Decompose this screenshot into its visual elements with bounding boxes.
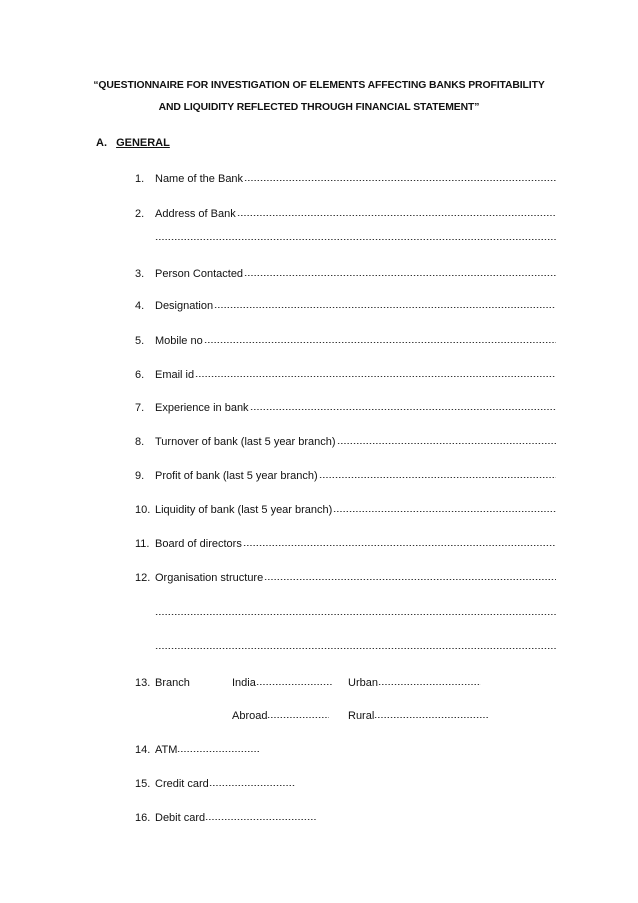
section-letter: A. <box>96 137 107 149</box>
branch-rural-label: Rural <box>348 710 375 722</box>
answer-line[interactable] <box>267 710 329 719</box>
item-label: Address of Bank <box>155 208 236 220</box>
field-credit-card[interactable] <box>135 774 295 790</box>
item-number: 11. <box>135 538 150 550</box>
field-address-continuation[interactable] <box>155 228 556 244</box>
field-liquidity-of-bank[interactable] <box>135 500 556 516</box>
field-branch-india[interactable] <box>232 673 332 689</box>
field-profit-of-bank[interactable] <box>135 466 556 482</box>
branch-abroad-label: Abroad <box>232 710 268 722</box>
item-number: 13. <box>135 677 151 689</box>
answer-line[interactable] <box>209 778 295 787</box>
field-person-contacted[interactable] <box>135 264 556 280</box>
item-label: Experience in bank <box>155 402 249 414</box>
questionnaire-title-line-1: “QUESTIONNAIRE FOR INVESTIGATION OF ELEMENTS AFFECTING BANKS PROFITABILITY <box>93 80 545 91</box>
item-number: 2. <box>135 208 145 220</box>
answer-line[interactable] <box>204 335 556 344</box>
field-email-id[interactable] <box>135 365 556 381</box>
item-label: Email id <box>155 369 195 381</box>
item-label: Designation <box>155 300 214 312</box>
answer-line[interactable] <box>374 710 489 719</box>
field-designation[interactable] <box>135 296 556 312</box>
item-label: Organisation structure <box>155 572 264 584</box>
item-label: Turnover of bank (last 5 year branch) <box>155 436 336 448</box>
answer-line[interactable] <box>155 607 556 616</box>
section-title: GENERAL <box>116 137 170 149</box>
item-number: 14. <box>135 744 151 756</box>
item-label: Mobile no <box>155 335 203 347</box>
answer-line[interactable] <box>378 677 481 686</box>
answer-line[interactable] <box>244 268 556 277</box>
item-number: 12. <box>135 572 151 584</box>
item-number: 1. <box>135 173 145 185</box>
field-address-of-bank[interactable] <box>135 204 556 220</box>
item-number: 10. <box>135 504 151 516</box>
answer-line[interactable] <box>244 173 556 182</box>
item-number: 6. <box>135 369 145 381</box>
field-branch-abroad[interactable] <box>232 706 329 722</box>
item-label: Credit card <box>155 778 209 790</box>
item-number: 9. <box>135 470 145 482</box>
answer-line[interactable] <box>155 641 556 650</box>
branch-urban-label: Urban <box>348 677 378 689</box>
item-label: Board of directors <box>155 538 242 550</box>
item-label: Profit of bank (last 5 year branch) <box>155 470 318 482</box>
answer-line[interactable] <box>319 470 556 479</box>
field-name-of-bank[interactable] <box>135 169 556 185</box>
field-board-of-directors[interactable] <box>135 534 556 550</box>
answer-line[interactable] <box>155 232 556 241</box>
item-number: 4. <box>135 300 145 312</box>
branch-label <box>135 673 190 689</box>
section-heading <box>96 137 170 149</box>
item-label: Liquidity of bank (last 5 year branch) <box>155 504 333 516</box>
item-label: Name of the Bank <box>155 173 244 185</box>
field-mobile-no[interactable] <box>135 331 556 347</box>
answer-line[interactable] <box>237 208 556 217</box>
field-atm[interactable] <box>135 740 259 756</box>
answer-line[interactable] <box>256 677 332 686</box>
field-branch-urban[interactable] <box>348 673 481 689</box>
item-label: Person Contacted <box>155 268 244 280</box>
item-label: ATM <box>155 744 178 756</box>
item-number: 8. <box>135 436 145 448</box>
item-number: 16. <box>135 812 151 824</box>
field-organisation-structure[interactable] <box>135 568 556 584</box>
branch-india-label: India <box>232 677 256 689</box>
item-number: 5. <box>135 335 145 347</box>
field-debit-card[interactable] <box>135 808 316 824</box>
item-number: 15. <box>135 778 151 790</box>
field-organisation-continuation-2[interactable] <box>155 637 556 653</box>
item-label: Debit card <box>155 812 206 824</box>
answer-line[interactable] <box>337 436 556 445</box>
field-experience-in-bank[interactable] <box>135 398 556 414</box>
answer-line[interactable] <box>250 402 556 411</box>
item-number: 3. <box>135 268 145 280</box>
answer-line[interactable] <box>243 538 556 547</box>
field-turnover-of-bank[interactable] <box>135 432 556 448</box>
field-organisation-continuation-1[interactable] <box>155 603 556 619</box>
answer-line[interactable] <box>177 744 259 753</box>
item-label: Branch <box>155 677 190 689</box>
field-branch-rural[interactable] <box>348 706 489 722</box>
item-number: 7. <box>135 402 145 414</box>
questionnaire-title-line-2: AND LIQUIDITY REFLECTED THROUGH FINANCIAL STATEMENT” <box>158 102 480 113</box>
answer-line[interactable] <box>333 504 556 513</box>
answer-line[interactable] <box>205 812 316 821</box>
answer-line[interactable] <box>195 369 556 378</box>
answer-line[interactable] <box>264 572 556 581</box>
answer-line[interactable] <box>214 300 556 309</box>
